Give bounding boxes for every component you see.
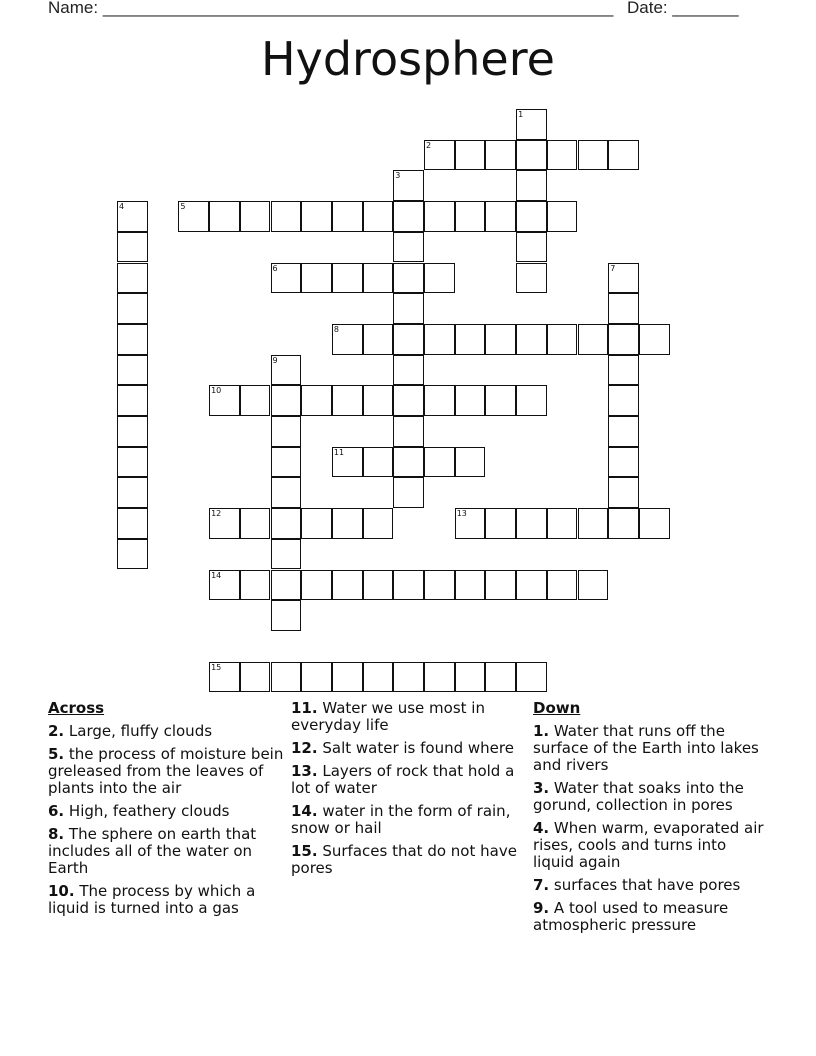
clue-text: the process of moisture bein greleased from the leaves of plants into the air (48, 745, 284, 797)
grid-cell[interactable] (117, 477, 148, 508)
grid-cell[interactable] (608, 447, 639, 478)
grid-cell[interactable] (271, 539, 302, 570)
grid-cell[interactable] (332, 570, 363, 601)
grid-cell[interactable] (117, 232, 148, 263)
grid-cell[interactable] (271, 570, 302, 601)
grid-cell[interactable] (516, 263, 547, 294)
grid-cell[interactable] (547, 324, 578, 355)
clue-number: 14 (211, 570, 222, 580)
grid-cell[interactable] (578, 140, 609, 171)
name-label: Name: (48, 0, 99, 17)
clue-item (48, 803, 284, 820)
clue-text: Water we use most in everyday life (291, 699, 485, 734)
grid-cell[interactable] (516, 232, 547, 263)
clue-text: Large, fluffy clouds (68, 722, 213, 740)
grid-cell[interactable] (178, 201, 209, 232)
down-clue-list (533, 723, 769, 934)
clue-item (48, 723, 284, 740)
grid-cell[interactable] (608, 140, 639, 171)
grid-cell[interactable] (271, 662, 302, 693)
grid-cell[interactable] (578, 570, 609, 601)
grid-cell[interactable] (393, 416, 424, 447)
clue-text: The process by which a liquid is turned into a gas (48, 882, 256, 917)
clue-item (48, 746, 284, 797)
grid-cell[interactable] (240, 570, 271, 601)
grid-cell[interactable] (271, 447, 302, 478)
grid-cell[interactable] (516, 140, 547, 171)
grid-cell[interactable] (393, 170, 424, 201)
grid-cell[interactable] (240, 201, 271, 232)
grid-cell[interactable] (547, 201, 578, 232)
grid-cell[interactable] (240, 508, 271, 539)
clue-item (48, 883, 284, 917)
clue-number: 7. (533, 876, 550, 894)
grid-cell[interactable] (424, 385, 455, 416)
grid-cell[interactable] (608, 508, 639, 539)
across-clue-list (48, 723, 284, 917)
grid-cell[interactable] (271, 263, 302, 294)
clue-text: Water that soaks into the gorund, collection in pores (533, 779, 744, 814)
clue-number: 8. (48, 825, 65, 843)
grid-cell[interactable] (393, 477, 424, 508)
grid-cell[interactable] (424, 263, 455, 294)
grid-cell[interactable] (271, 477, 302, 508)
clue-number: 3. (533, 779, 550, 797)
grid-cell[interactable] (301, 570, 332, 601)
grid-cell[interactable] (485, 140, 516, 171)
grid-cell[interactable] (332, 324, 363, 355)
across-clue-list-continued (291, 700, 519, 877)
grid-cell[interactable] (301, 201, 332, 232)
clue-number: 2 (426, 140, 432, 150)
grid-cell[interactable] (516, 109, 547, 140)
grid-cell[interactable] (271, 201, 302, 232)
clue-number: 5 (180, 202, 186, 212)
grid-cell[interactable] (117, 385, 148, 416)
grid-cell[interactable] (455, 570, 486, 601)
clue-number: 11 (333, 447, 345, 457)
grid-cell[interactable] (363, 201, 394, 232)
clue-number: 13 (456, 509, 467, 519)
grid-cell[interactable] (301, 385, 332, 416)
grid-cell[interactable] (363, 447, 394, 478)
grid-cell[interactable] (393, 201, 424, 232)
clue-text: When warm, evaporated air rises, cools and turns into liquid again (533, 819, 764, 871)
grid-cell[interactable] (393, 232, 424, 263)
grid-cell[interactable] (209, 508, 240, 539)
grid-cell[interactable] (332, 508, 363, 539)
clue-number: 4 (119, 202, 125, 212)
clue-number: 12 (211, 509, 222, 519)
grid-cell[interactable] (578, 324, 609, 355)
grid-cell[interactable] (363, 508, 394, 539)
clue-item (291, 843, 519, 877)
across-heading: Across (48, 699, 105, 717)
grid-cell[interactable] (393, 447, 424, 478)
clue-number: 6. (48, 802, 65, 820)
grid-cell[interactable] (240, 385, 271, 416)
grid-cell[interactable] (424, 140, 455, 171)
clue-number: 11. (291, 699, 318, 717)
grid-cell[interactable] (363, 263, 394, 294)
grid-cell[interactable] (424, 662, 455, 693)
grid-cell[interactable] (301, 263, 332, 294)
grid-cell[interactable] (332, 263, 363, 294)
grid-cell[interactable] (516, 662, 547, 693)
grid-cell[interactable] (209, 662, 240, 693)
grid-cell[interactable] (271, 416, 302, 447)
clue-number: 7 (610, 263, 616, 273)
clue-item (48, 826, 284, 877)
grid-cell[interactable] (455, 508, 486, 539)
grid-cell[interactable] (485, 570, 516, 601)
clue-number: 4. (533, 819, 550, 837)
clue-number: 2. (48, 722, 65, 740)
grid-cell[interactable] (547, 508, 578, 539)
clue-text: The sphere on earth that includes all of the water on Earth (48, 825, 257, 877)
clue-number: 10. (48, 882, 75, 900)
grid-cell[interactable] (301, 662, 332, 693)
clue-text: Layers of rock that hold a lot of water (291, 762, 515, 797)
grid-cell[interactable] (393, 263, 424, 294)
clue-text: Water that runs off the surface of the Earth into lakes and rivers (533, 722, 759, 774)
grid-cell[interactable] (485, 324, 516, 355)
clue-item (291, 763, 519, 797)
date-label: Date: (627, 0, 668, 17)
grid-cell[interactable] (363, 324, 394, 355)
grid-cell[interactable] (516, 324, 547, 355)
grid-cell[interactable] (516, 508, 547, 539)
clue-number: 15 (211, 662, 222, 672)
clue-number: 1 (518, 110, 524, 119)
clue-text: surfaces that have pores (553, 876, 741, 894)
grid-cell[interactable] (455, 385, 486, 416)
grid-cell[interactable] (424, 324, 455, 355)
grid-cell[interactable] (516, 570, 547, 601)
grid-cell[interactable] (240, 662, 271, 693)
grid-cell[interactable] (485, 508, 516, 539)
grid-cell[interactable] (455, 662, 486, 693)
down-clues-column (533, 700, 769, 940)
date-line: _______ (672, 0, 739, 17)
grid-cell[interactable] (393, 355, 424, 386)
grid-cell[interactable] (547, 570, 578, 601)
grid-cell[interactable] (363, 385, 394, 416)
grid-cell[interactable] (393, 324, 424, 355)
grid-cell[interactable] (117, 201, 148, 232)
grid-cell[interactable] (209, 570, 240, 601)
clue-item (533, 723, 769, 774)
grid-cell[interactable] (393, 662, 424, 693)
clue-number: 3 (395, 171, 401, 181)
grid-cell[interactable] (117, 539, 148, 570)
grid-cell[interactable] (485, 662, 516, 693)
clue-item (533, 900, 769, 934)
page-title: Hydrosphere (261, 32, 555, 86)
grid-cell[interactable] (455, 140, 486, 171)
clue-number: 10 (211, 386, 222, 396)
grid-cell[interactable] (608, 324, 639, 355)
grid-cell[interactable] (608, 477, 639, 508)
name-line: ______________________________________________________ (102, 0, 614, 17)
clue-text: A tool used to measure atmospheric pressure (533, 899, 729, 934)
grid-cell[interactable] (608, 416, 639, 447)
down-heading: Down (533, 699, 581, 717)
clue-item (533, 780, 769, 814)
grid-cell[interactable] (117, 324, 148, 355)
grid-cell[interactable] (117, 293, 148, 324)
grid-cell[interactable] (393, 570, 424, 601)
clue-text: water in the form of rain, snow or hail (291, 802, 511, 837)
grid-cell[interactable] (271, 508, 302, 539)
grid-cell[interactable] (485, 385, 516, 416)
grid-cell[interactable] (209, 201, 240, 232)
grid-cell[interactable] (608, 385, 639, 416)
grid-cell[interactable] (117, 263, 148, 294)
grid-cell[interactable] (516, 201, 547, 232)
clue-number: 14. (291, 802, 318, 820)
clue-item (533, 877, 769, 894)
grid-cell[interactable] (117, 355, 148, 386)
grid-cell[interactable] (393, 293, 424, 324)
clue-number: 1. (533, 722, 550, 740)
clue-item (533, 820, 769, 871)
grid-cell[interactable] (332, 662, 363, 693)
clue-number: 9 (272, 355, 278, 365)
clue-number: 5. (48, 745, 65, 763)
grid-cell[interactable] (332, 385, 363, 416)
clue-number: 12. (291, 739, 318, 757)
grid-cell[interactable] (117, 447, 148, 478)
grid-cell[interactable] (271, 385, 302, 416)
clue-number: 6 (272, 263, 278, 273)
grid-cell[interactable] (547, 140, 578, 171)
grid-cell[interactable] (271, 600, 302, 631)
clue-item (291, 700, 519, 734)
grid-cell[interactable] (639, 324, 670, 355)
grid-cell[interactable] (117, 508, 148, 539)
across-clues-column-1 (48, 700, 284, 923)
clue-item (291, 803, 519, 837)
across-clues-column-2 (291, 700, 519, 883)
grid-cell[interactable] (516, 385, 547, 416)
grid-cell[interactable] (393, 385, 424, 416)
clue-number: 9. (533, 899, 550, 917)
grid-cell[interactable] (209, 385, 240, 416)
clue-number: 13. (291, 762, 318, 780)
clue-number: 15. (291, 842, 318, 860)
grid-cell[interactable] (485, 201, 516, 232)
clue-text: High, feathery clouds (68, 802, 230, 820)
grid-cell[interactable] (608, 355, 639, 386)
grid-cell[interactable] (271, 355, 302, 386)
grid-cell[interactable] (332, 201, 363, 232)
grid-cell[interactable] (608, 263, 639, 294)
grid-cell[interactable] (578, 508, 609, 539)
grid-cell[interactable] (332, 447, 363, 478)
grid-cell[interactable] (363, 662, 394, 693)
grid-cell[interactable] (455, 324, 486, 355)
grid-cell[interactable] (424, 447, 455, 478)
clue-text: Salt water is found where (322, 739, 514, 757)
grid-cell[interactable] (455, 201, 486, 232)
grid-cell[interactable] (424, 201, 455, 232)
clue-number: 8 (333, 324, 339, 334)
grid-cell[interactable] (608, 293, 639, 324)
grid-cell[interactable] (455, 447, 486, 478)
grid-cell[interactable] (117, 416, 148, 447)
clue-item (291, 740, 519, 757)
grid-cell[interactable] (424, 570, 455, 601)
grid-cell[interactable] (363, 570, 394, 601)
grid-cell[interactable] (639, 508, 670, 539)
grid-cell[interactable] (301, 508, 332, 539)
clue-text: Surfaces that do not have pores (291, 842, 517, 877)
grid-cell[interactable] (516, 170, 547, 201)
